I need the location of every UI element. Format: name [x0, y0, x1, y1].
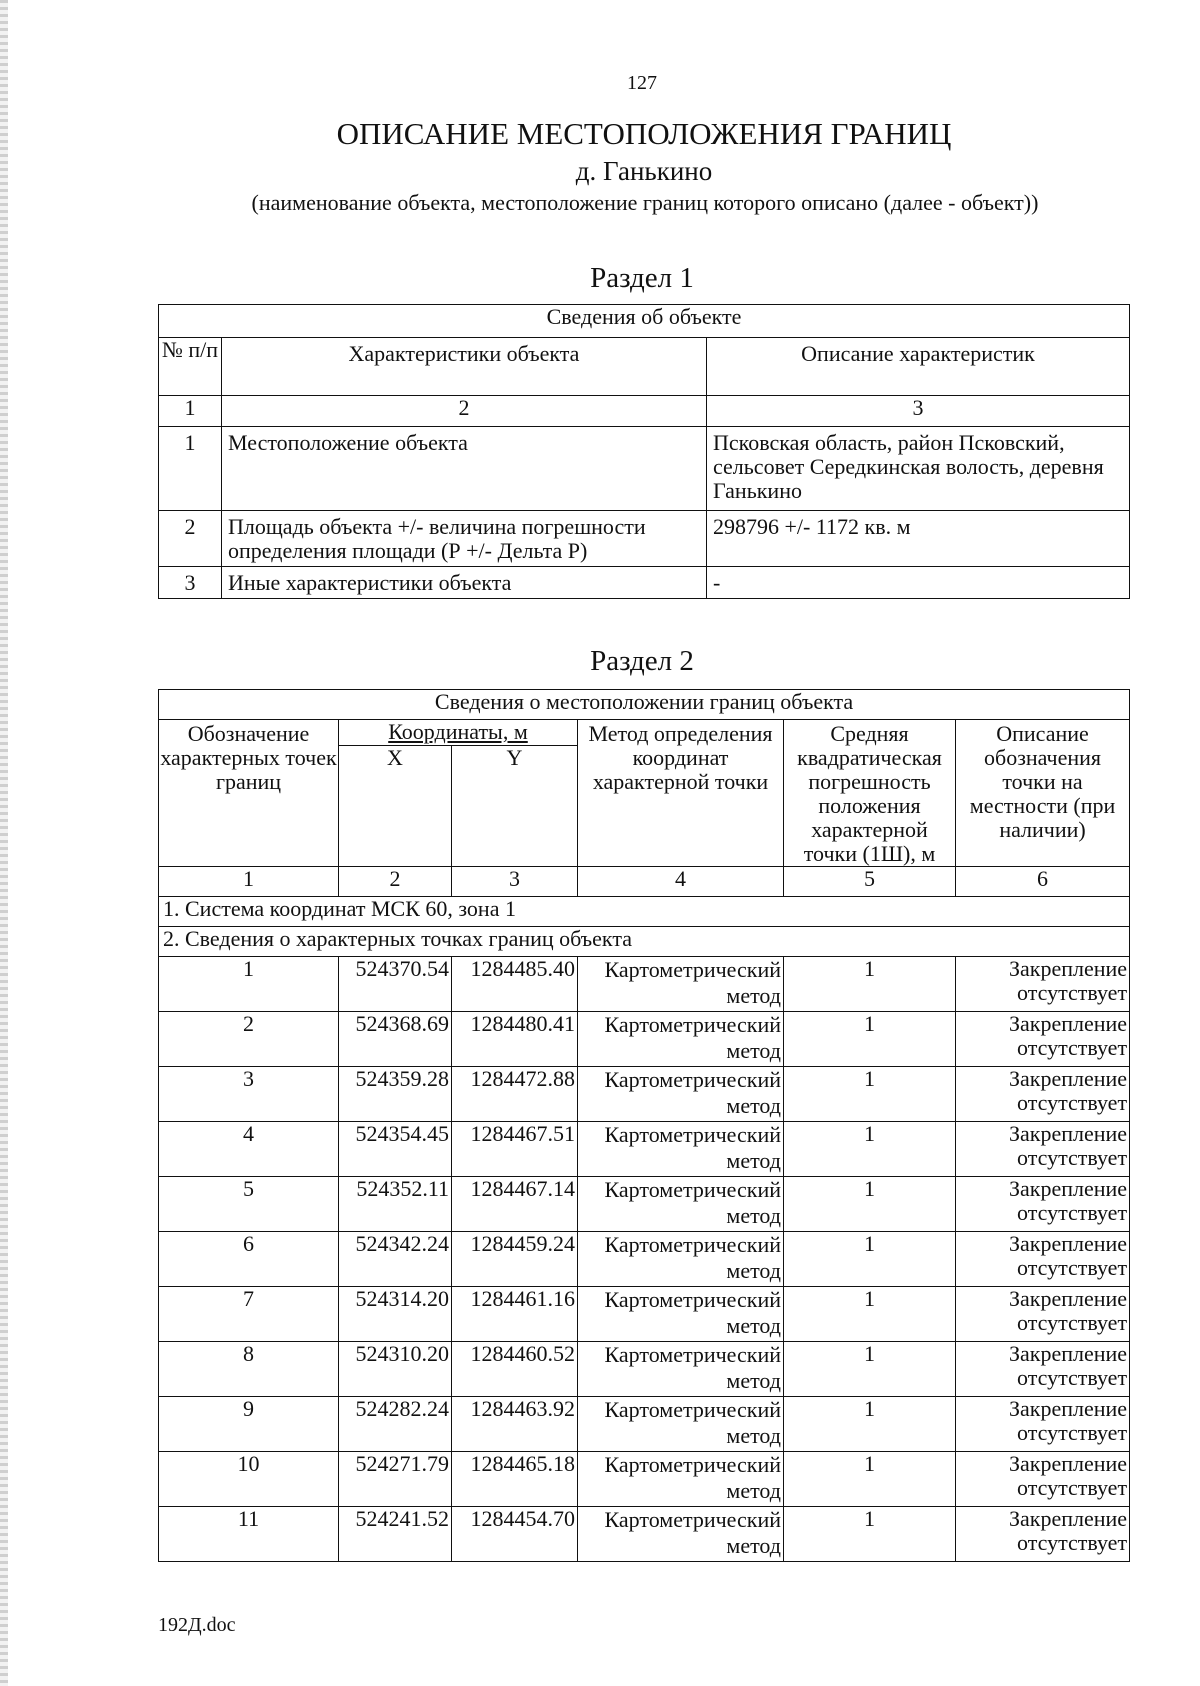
header-y: Y: [452, 746, 578, 867]
point-number: 3: [159, 1067, 339, 1122]
characteristic-value: -: [707, 567, 1130, 599]
point-number: 6: [159, 1232, 339, 1287]
coordinate-y: 1284460.52: [452, 1342, 578, 1397]
coordinate-y: 1284467.51: [452, 1122, 578, 1177]
coordinate-x: 524370.54: [339, 957, 452, 1012]
column-number: 3: [707, 396, 1130, 427]
point-description: Закрепление отсутствует: [956, 957, 1130, 1012]
table-row: [159, 567, 1130, 599]
coordinate-system-row: 1. Система координат МСК 60, зона 1: [159, 897, 1130, 927]
point-number: 2: [159, 1012, 339, 1067]
coordinate-x: 524359.28: [339, 1067, 452, 1122]
section-2-title: Раздел 2: [590, 645, 694, 677]
method: Картометрический метод: [578, 1122, 784, 1177]
column-number: 3: [452, 867, 578, 897]
object-caption: (наименование объекта, местоположение границ которого описано (далее - объект)): [251, 190, 1039, 215]
method: Картометрический метод: [578, 1397, 784, 1452]
point-description: Закрепление отсутствует: [956, 1287, 1130, 1342]
coordinate-x: 524368.69: [339, 1012, 452, 1067]
object-info-table-title: Сведения об объекте: [159, 305, 1130, 338]
header-characteristics: Характеристики объекта: [222, 338, 707, 396]
coordinate-y: 1284463.92: [452, 1397, 578, 1452]
method: Картометрический метод: [578, 1287, 784, 1342]
column-number: 4: [578, 867, 784, 897]
row-number: 2: [159, 511, 222, 567]
point-description: Закрепление отсутствует: [956, 1177, 1130, 1232]
boundary-points-table: [158, 689, 1130, 1562]
error-value: 1: [784, 1067, 956, 1122]
table-row: [159, 1342, 1130, 1397]
column-number: 5: [784, 867, 956, 897]
coordinate-x: 524282.24: [339, 1397, 452, 1452]
point-description: Закрепление отсутствует: [956, 1122, 1130, 1177]
characteristic-name: Местоположение объекта: [222, 427, 707, 511]
coordinate-x: 524271.79: [339, 1452, 452, 1507]
point-description: Закрепление отсутствует: [956, 1342, 1130, 1397]
coordinate-x: 524314.20: [339, 1287, 452, 1342]
table-row: [159, 957, 1130, 1012]
page-number: 127: [627, 72, 657, 94]
table-row: [159, 1177, 1130, 1232]
coordinate-y: 1284472.88: [452, 1067, 578, 1122]
table-row: [159, 1507, 1130, 1562]
error-value: 1: [784, 1232, 956, 1287]
table-row: [159, 1122, 1130, 1177]
method: Картометрический метод: [578, 1342, 784, 1397]
coordinate-y: 1284465.18: [452, 1452, 578, 1507]
table-row: [159, 1067, 1130, 1122]
error-value: 1: [784, 1177, 956, 1232]
point-number: 4: [159, 1122, 339, 1177]
column-number: 6: [956, 867, 1130, 897]
characteristic-name: Площадь объекта +/- величина погрешности определения площади (Р +/- Дельта Р): [222, 511, 707, 567]
point-number: 10: [159, 1452, 339, 1507]
coordinate-x: 524342.24: [339, 1232, 452, 1287]
method: Картометрический метод: [578, 957, 784, 1012]
point-number: 5: [159, 1177, 339, 1232]
table-row: [159, 1397, 1130, 1452]
coordinate-x: 524241.52: [339, 1507, 452, 1562]
point-description: Закрепление отсутствует: [956, 1397, 1130, 1452]
method: Картометрический метод: [578, 1232, 784, 1287]
table-row: [159, 1012, 1130, 1067]
table-row: [159, 427, 1130, 511]
characteristic-value: Псковская область, район Псковский, сельсовет Середкинская волость, деревня Ганькино: [707, 427, 1130, 511]
error-value: 1: [784, 1122, 956, 1177]
document-title: ОПИСАНИЕ МЕСТОПОЛОЖЕНИЯ ГРАНИЦ: [336, 116, 952, 151]
point-number: 8: [159, 1342, 339, 1397]
coordinate-x: 524352.11: [339, 1177, 452, 1232]
coordinate-x: 524354.45: [339, 1122, 452, 1177]
coordinates-label: Координаты, м: [388, 719, 528, 744]
point-number: 1: [159, 957, 339, 1012]
row-number: 1: [159, 427, 222, 511]
table-row: [159, 1452, 1130, 1507]
point-number: 9: [159, 1397, 339, 1452]
coordinate-y: 1284454.70: [452, 1507, 578, 1562]
header-description: Описание обозначения точки на местности (при наличии): [956, 720, 1130, 867]
scan-edge: [0, 0, 8, 1686]
error-value: 1: [784, 1397, 956, 1452]
table-row: [159, 1287, 1130, 1342]
point-description: Закрепление отсутствует: [956, 1067, 1130, 1122]
point-description: Закрепление отсутствует: [956, 1012, 1130, 1067]
point-number: 11: [159, 1507, 339, 1562]
point-description: Закрепление отсутствует: [956, 1507, 1130, 1562]
column-number: 2: [222, 396, 707, 427]
header-point: Обозначение характерных точек границ: [159, 720, 339, 867]
method: Картометрический метод: [578, 1177, 784, 1232]
characteristic-name: Иные характеристики объекта: [222, 567, 707, 599]
header-x: X: [339, 746, 452, 867]
error-value: 1: [784, 1342, 956, 1397]
method: Картометрический метод: [578, 1012, 784, 1067]
coordinate-y: 1284461.16: [452, 1287, 578, 1342]
section-1-title: Раздел 1: [590, 262, 694, 294]
table-row: [159, 511, 1130, 567]
coordinate-y: 1284485.40: [452, 957, 578, 1012]
object-info-table: [158, 304, 1130, 599]
method: Картометрический метод: [578, 1507, 784, 1562]
column-number: 1: [159, 396, 222, 427]
coordinate-y: 1284480.41: [452, 1012, 578, 1067]
object-name: д. Ганькино: [575, 156, 713, 186]
header-coordinates: [339, 720, 578, 746]
boundary-table-title: Сведения о местоположении границ объекта: [159, 690, 1130, 720]
boundary-points-row: 2. Сведения о характерных точках границ объекта: [159, 927, 1130, 957]
row-number: 3: [159, 567, 222, 599]
error-value: 1: [784, 957, 956, 1012]
column-number: 2: [339, 867, 452, 897]
header-method: Метод определения координат характерной точки: [578, 720, 784, 867]
coordinate-x: 524310.20: [339, 1342, 452, 1397]
column-number: 1: [159, 867, 339, 897]
error-value: 1: [784, 1287, 956, 1342]
coordinate-y: 1284459.24: [452, 1232, 578, 1287]
point-number: 7: [159, 1287, 339, 1342]
method: Картометрический метод: [578, 1452, 784, 1507]
footer-filename: 192Д.doc: [158, 1614, 236, 1636]
point-description: Закрепление отсутствует: [956, 1232, 1130, 1287]
point-description: Закрепление отсутствует: [956, 1452, 1130, 1507]
header-error: Средняя квадратическая погрешность положения характерной точки (1Ш), м: [784, 720, 956, 867]
error-value: 1: [784, 1507, 956, 1562]
table-row: [159, 1232, 1130, 1287]
characteristic-value: 298796 +/- 1172 кв. м: [707, 511, 1130, 567]
header-number: № п/п: [159, 338, 222, 396]
header-description: Описание характеристик: [707, 338, 1130, 396]
error-value: 1: [784, 1012, 956, 1067]
error-value: 1: [784, 1452, 956, 1507]
method: Картометрический метод: [578, 1067, 784, 1122]
coordinate-y: 1284467.14: [452, 1177, 578, 1232]
